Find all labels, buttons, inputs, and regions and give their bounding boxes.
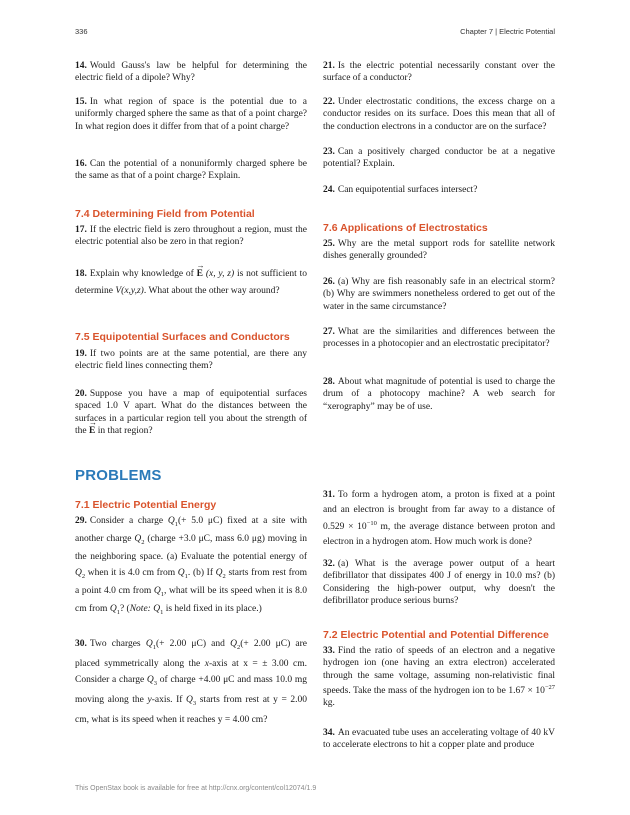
section-heading-7-4: 7.4 Determining Field from Potential [75, 208, 255, 220]
question-20: 20. Suppose you have a map of equipotential surfaces spaced 1.0 V apart. What do the distances between the surfaces in a particular region tell you about the strength of the → E in that region? [75, 388, 307, 437]
question-27: 27. What are the similarities and differences between the processes in a photocopier and an electrostatic precipitator? [323, 327, 555, 350]
problem-29: 29. Consider a charge $Q_1(+ 5.0$ μC) fixed at a site with another charge $Q_2$ (charge +3.0 μC, mass 6.0 μg) moving in the neighboring space. (a) Evaluate the potential energy of $Q_2$ when it is 4.0 cm from $Q_1$. (b) If $Q_2$ starts from rest from a point 4.0 cm from $Q_1$, what will be its speed when it is 8.0 cm from $Q_1$? (Note: $Q_1$ is held fixed in its place.) [75, 516, 308, 616]
problem-33: 33. Find the ratio of speeds of an electron and a negative hydrogen ion (one having an extra electron) accelerated through the same voltage, assuming non-relativistic final speeds. Take the mass of the hydrogen ion to be $1.67 \times 10^{-27}$ kg. [323, 646, 555, 709]
chapter-title: Chapter 7 | Electric Potential [460, 27, 555, 36]
vector-e-symbol: → E [89, 425, 95, 437]
question-22: 22. Under electrostatic conditions, the excess charge on a conductor resides on its surface. Does this mean that all of the conduction electrons in a conductor are on the surface? [323, 97, 555, 132]
problem-34: 34. An evacuated tube uses an accelerating voltage of 40 kV to accelerate electrons to hit a copper plate and produce [323, 728, 555, 751]
question-18: 18. Explain why knowledge of → E (x, y, z) is not sufficient to determine V(x,y,z). What about the other way around? [75, 266, 307, 299]
question-23: 23. Can a positively charged conductor be at a negative potential? Explain. [323, 147, 555, 170]
question-21: 21. Is the electric potential necessarily constant over the surface of a conductor? [323, 61, 555, 84]
question-15: 15. In what region of space is the potential due to a uniformly charged sphere the same as that of a point charge? In what region does it differ from that of a point charge? [75, 97, 307, 132]
question-17: 17. If the electric field is zero throughout a region, must the electric potential also be zero in that region? [75, 225, 307, 248]
question-28: 28. About what magnitude of potential is used to charge the drum of a photocopy machine? A web search for “xerography” may be of use. [323, 377, 555, 412]
section-heading-7-6: 7.6 Applications of Electrostatics [323, 222, 488, 234]
problem-32: 32. (a) What is the average power output of a heart defibrillator that dissipates 400 J of energy in 10.0 ms? (b) Considering the high-power output, why doesn't the defibrillator produce serious burns? [323, 559, 555, 606]
section-heading-7-5: 7.5 Equipotential Surfaces and Conductors [75, 331, 290, 343]
page-number: 336 [75, 27, 88, 36]
question-25: 25. Why are the metal support rods for satellite network dishes generally grounded? [323, 239, 555, 262]
vector-e-symbol: → E [197, 266, 203, 283]
problem-31: 31. To form a hydrogen atom, a proton is fixed at a point and an electron is brought from far away to a distance of $0.529 \times 10^{-10}$ m, the average distance between proton and electron in a hydrogen atom. How much work is done? [323, 490, 556, 547]
question-16: 16. Can the potential of a nonuniformly charged sphere be the same as that of a point charge? Explain. [75, 159, 307, 182]
question-24: 24. Can equipotential surfaces intersect? [323, 185, 478, 195]
question-14: 14. Would Gauss's law be helpful for determining the electric field of a dipole? Why? [75, 61, 307, 84]
problems-heading: PROBLEMS [75, 467, 162, 484]
section-heading-7-2: 7.2 Electric Potential and Potential Difference [323, 629, 549, 641]
problem-30: 30. Two charges $Q_1(+ 2.00$ μC) and $Q_2(+ 2.00$ μC) are placed symmetrically along the x-axis at x = ± 3.00 cm. Consider a charge $Q_3$ of charge +4.00 μC and mass 10.0 mg moving along the y-axis. If $Q_3$ starts from rest at y = 2.00 cm, what is its speed when it reaches y = 4.00 cm? [75, 639, 308, 726]
section-heading-7-1: 7.1 Electric Potential Energy [75, 499, 217, 511]
question-19: 19. If two points are at the same potential, are there any electric field lines connecting them? [75, 349, 307, 372]
footer-note: This OpenStax book is available for free at http://cnx.org/content/col12074/1.9 [75, 785, 317, 792]
question-26: 26. (a) Why are fish reasonably safe in an electrical storm? (b) Why are swimmers nonetheless ordered to get out of the water in the same circumstance? [323, 277, 555, 312]
